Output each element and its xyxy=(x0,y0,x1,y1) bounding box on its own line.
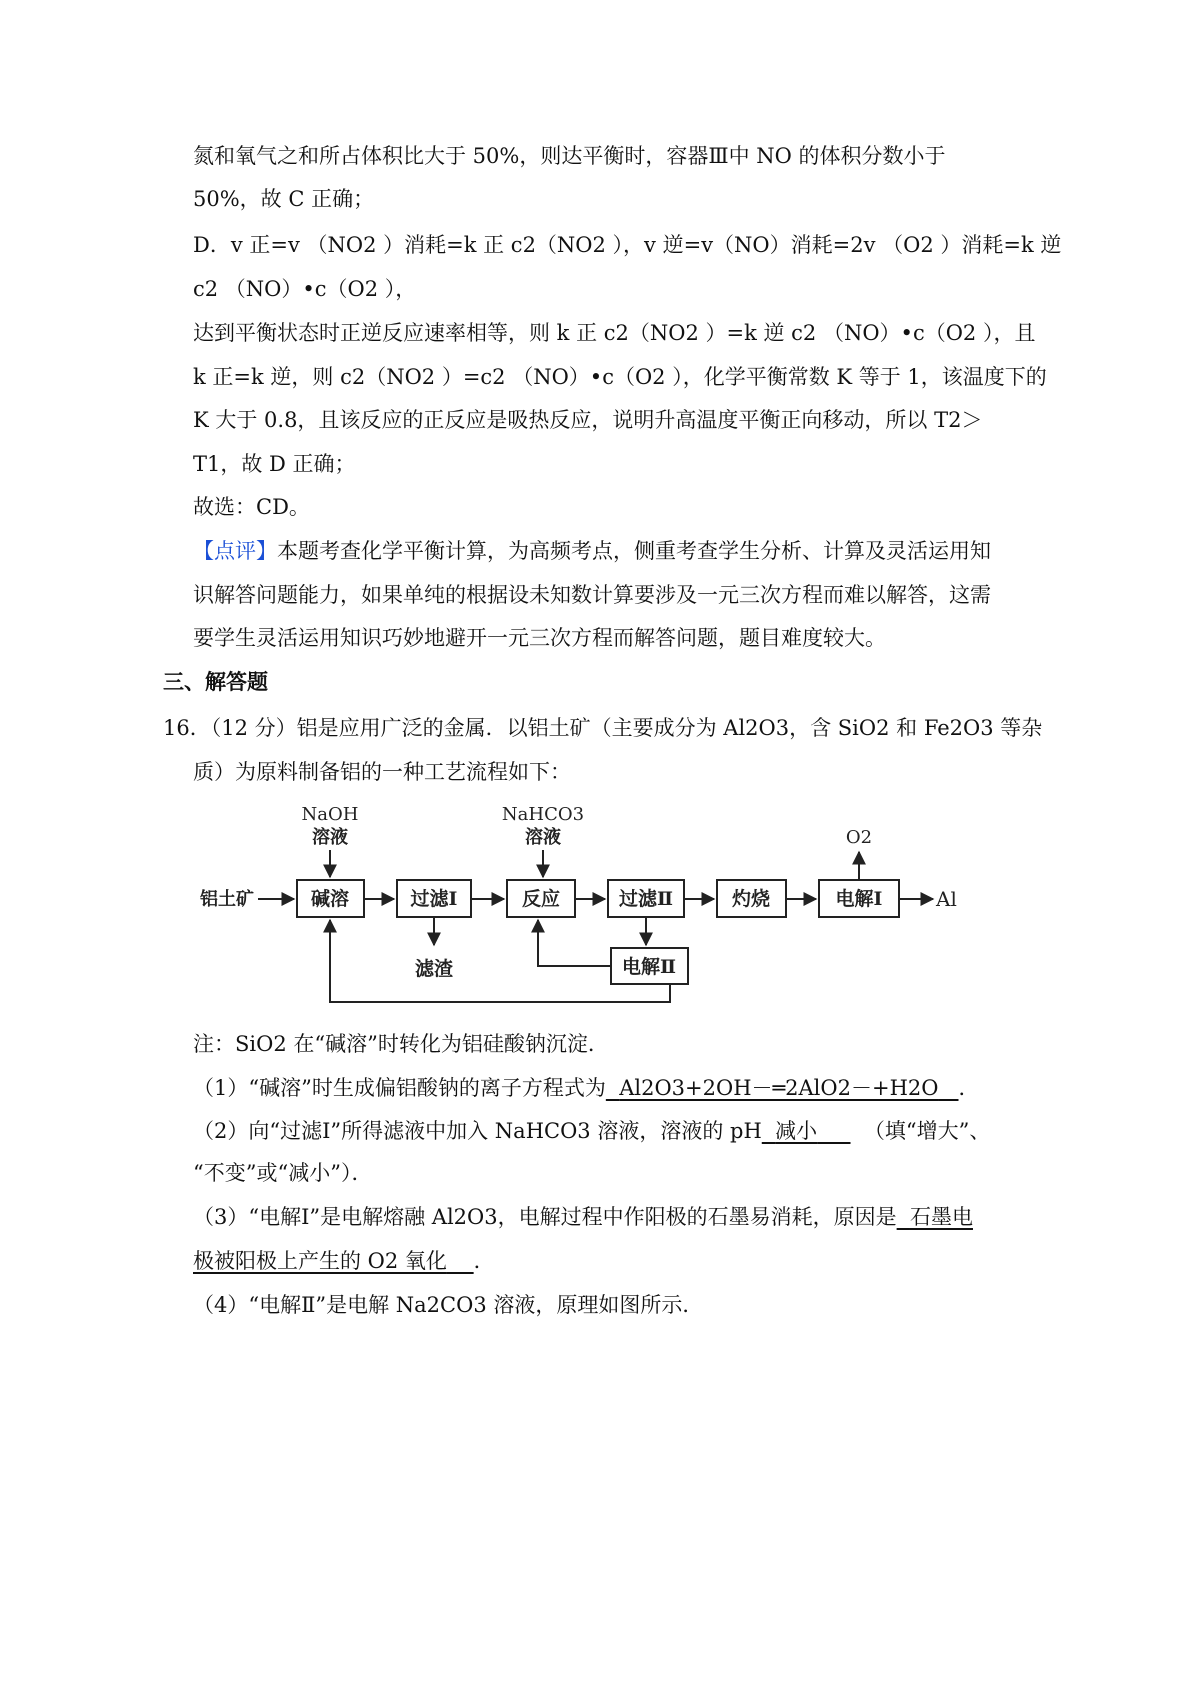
subquestion-1 xyxy=(193,1073,980,1103)
text-line-9: 故选：CD。 xyxy=(193,495,310,519)
comment-line-2: 识解答问题能力，如果单纯的根据设未知数计算要涉及一元三次方程而难以解答，这需 xyxy=(193,583,991,607)
note-line: 注：SiO2 在“碱溶”时转化为铝硅酸钠沉淀． xyxy=(193,1032,609,1056)
subquestion-2 xyxy=(193,1116,990,1146)
box-reaction-label: 反应 xyxy=(521,888,561,910)
gas-o2-label: O2 xyxy=(845,827,873,848)
box-electrolysis-1-label: 电解Ⅰ xyxy=(835,888,883,910)
question-16-line-2: 质）为原料制备铝的一种工艺流程如下： xyxy=(193,760,571,784)
reagent-nahco3-label: NaHCO3 xyxy=(501,804,585,825)
subquestion-3-answer-part-1: 石墨电 xyxy=(909,1205,973,1229)
subquestion-1-answer: Al2O3+2OH－═2AlO2－+H2O xyxy=(619,1076,939,1100)
subquestion-3-line-2 xyxy=(193,1246,495,1276)
subquestion-2-answer: 减小 xyxy=(775,1119,818,1143)
reagent-nahco3-solution-label: 溶液 xyxy=(525,827,561,848)
text-line-8: T1，故 D 正确； xyxy=(193,452,356,476)
text-line-4: c2 （NO）•c（O2 ）， xyxy=(193,277,417,301)
product-al-label: Al xyxy=(936,887,957,911)
subquestion-3-answer-part-2: 极被阳极上产生的 O2 氧化 xyxy=(193,1249,447,1273)
text-line-3: D．v 正=v （NO2 ）消耗=k 正 c2（NO2 ），v 逆=v（NO）消耗=2v （O2 ）消耗=k 逆 xyxy=(193,233,1062,257)
box-electrolysis-2-label: 电解Ⅱ xyxy=(621,956,677,978)
process-flowchart xyxy=(200,795,970,1010)
comment-tag: 【点评】 xyxy=(193,539,277,563)
input-bauxite-label: 铝土矿 xyxy=(200,889,254,910)
residue-label: 滤渣 xyxy=(414,958,454,980)
subquestion-1-text: （1）“碱溶”时生成偏铝酸钠的离子方程式为 xyxy=(193,1076,606,1100)
subquestion-2-options: （填“增大”、 xyxy=(863,1119,991,1143)
subquestion-4: （4）“电解Ⅱ”是电解 Na2CO3 溶液，原理如图所示． xyxy=(193,1293,704,1317)
subquestion-1-end: ． xyxy=(958,1076,980,1100)
subquestion-2-line-2: “不变”或“减小”）． xyxy=(193,1161,373,1185)
comment-line-3: 要学生灵活运用知识巧妙地避开一元三次方程而解答问题，题目难度较大。 xyxy=(193,626,886,650)
box-calcine-label: 灼烧 xyxy=(731,888,771,910)
arrow-recycle-to-reaction xyxy=(538,920,611,966)
text-line-5: 达到平衡状态时正逆反应速率相等，则 k 正 c2（NO2 ）=k 逆 c2 （NO）•c（O2 ），且 xyxy=(193,321,1036,345)
text-line-7: K 大于 0.8，且该反应的正反应是吸热反应，说明升高温度平衡正向移动，所以 T2＞ xyxy=(193,408,983,432)
section-heading: 三、解答题 xyxy=(163,669,268,694)
subquestion-3-text: （3）“电解Ⅰ”是电解熔融 Al2O3，电解过程中作阳极的石墨易消耗，原因是 xyxy=(193,1205,897,1229)
box-filter-2-label: 过滤Ⅱ xyxy=(618,888,674,910)
box-filter-1-label: 过滤Ⅰ xyxy=(410,888,458,910)
box-alkali-dissolve-label: 碱溶 xyxy=(310,888,350,910)
comment-line-1 xyxy=(193,536,991,566)
text-line-6: k 正=k 逆，则 c2（NO2 ）=c2 （NO）•c（O2 ），化学平衡常数 K 等于 1，该温度下的 xyxy=(193,365,1047,389)
text-line-1: 氮和氧气之和所占体积比大于 50%，则达平衡时，容器Ⅲ中 NO 的体积分数小于 xyxy=(193,144,946,168)
reagent-naoh-label: NaOH xyxy=(301,804,359,825)
subquestion-2-text: （2）向“过滤Ⅰ”所得滤液中加入 NaHCO3 溶液，溶液的 pH xyxy=(193,1119,762,1143)
text-line-2: 50%，故 C 正确； xyxy=(193,187,375,211)
reagent-naoh-solution-label: 溶液 xyxy=(312,827,348,848)
comment-text-1: 本题考查化学平衡计算，为高频考点，侧重考查学生分析、计算及灵活运用知 xyxy=(277,539,991,563)
question-16-line-1: 16．（12 分）铝是应用广泛的金属．以铝土矿（主要成分为 Al2O3，含 SiO2 和 Fe2O3 等杂 xyxy=(163,716,1043,740)
subquestion-3 xyxy=(193,1202,973,1232)
subquestion-3-end: ． xyxy=(473,1249,495,1273)
